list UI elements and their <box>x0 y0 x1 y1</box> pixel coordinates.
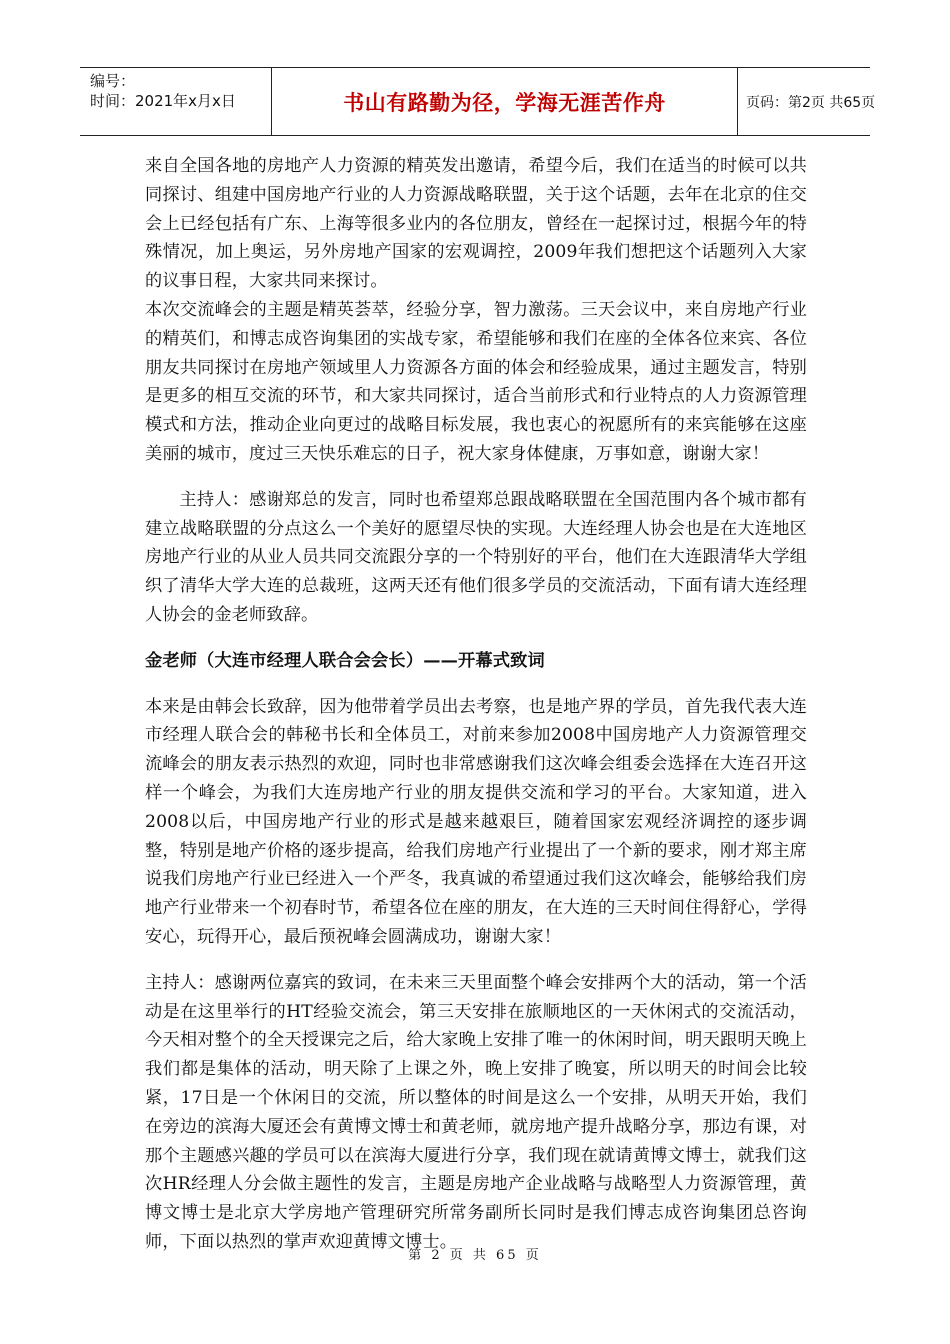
header-page-info: 页码：第2页 共65页 <box>746 94 876 111</box>
page-header <box>80 67 876 136</box>
paragraph-3: 主持人：感谢郑总的发言，同时也希望郑总跟战略联盟在全国范围内各个城市都有建立战略联盟的分点这么一个美好的愿望尽快的实现。大连经理人协会也是在大连地区房地产行业的从业人员共同交流跟分享的一个特别好的平台，他们在大连跟清华大学组织了清华大学大连的总裁班，这两天还有他们很多学员的交流活动，下面有请大连经理人协会的金老师致辞。 <box>145 489 807 625</box>
number-label: 编号： <box>90 72 136 90</box>
header-meta <box>80 68 272 135</box>
paragraph-4: 本来是由韩会长致辞，因为他带着学员出去考察，也是地产界的学员，首先我代表大连市经理人联合会的韩秘书长和全体员工，对前来参加2008中国房地产人力资源管理交流峰会的朋友表示热烈的欢迎，同时也非常感谢我们这次峰会组委会选择在大连召开这样一个峰会，为我们大连房地产行业的朋友提供交流和学习的平台。大家知道，进入2008以后，中国房地产行业的形式是越来越艰巨，随着国家宏观经济调控的逐步调整，特别是地产价格的逐步提高，给我们房地产行业提出了一个新的要求，刚才郑主席说我们房地产行业已经进入一个严冬，我真诚的希望通过我们这次峰会，能够给我们房地产行业带来一个初春时节，希望各位在座的朋友，在大连的三天时间住得舒心，学得安心，玩得开心，最后预祝峰会圆满成功，谢谢大家！ <box>145 696 807 947</box>
paragraph-2: 本次交流峰会的主题是精英荟萃，经验分享，智力激荡。三天会议中，来自房地产行业的精英们，和博志成咨询集团的实战专家，希望能够和我们在座的全体各位来宾、各位朋友共同探讨在房地产领域里人力资源各方面的体会和经验成果，通过主题发言，特别是更多的相互交流的环节，和大家共同探讨，适合当前形式和行业特点的人力资源管理模式和方法，推动企业向更过的战略目标发展，我也衷心的祝愿所有的来宾能够在这座美丽的城市，度过三天快乐难忘的日子，祝大家身体健康，万事如意，谢谢大家！ <box>145 299 807 464</box>
page-footer: 第 2 页 共 65 页 <box>408 1248 542 1263</box>
time-label: 时间：2021年x月x日 <box>90 92 236 110</box>
paragraph-1: 来自全国各地的房地产人力资源的精英发出邀请，希望今后，我们在适当的时候可以共同探讨、组建中国房地产行业的人力资源战略联盟，关于这个话题，去年在北京的住交会上已经包括有广东、上海等很多业内的各位朋友，曾经在一起探讨过，根据今年的特殊情况，加上奥运，另外房地产国家的宏观调控，2009年我们想把这个话题列入大家的议事日程，大家共同来探讨。 <box>145 156 807 292</box>
header-motto: 书山有路勤为径，学海无涯苦作舟 <box>272 68 738 135</box>
document-body <box>145 152 807 1257</box>
paragraph-5: 主持人：感谢两位嘉宾的致词，在未来三天里面整个峰会安排两个大的活动，第一个活动是在这里举行的HT经验交流会，第三天安排在旅顺地区的一天休闲式的交流活动，今天相对整个的全天授课完之后，给大家晚上安排了唯一的休闲时间，明天跟明天晚上我们都是集体的活动，明天除了上课之外，晚上安排了晚宴，所以明天的时间会比较紧，17日是一个休闲日的交流，所以整体的时间是这么一个安排，从明天开始，我们在旁边的滨海大厦还会有黄博文博士和黄老师，就房地产提升战略分享，那边有课，对那个主题感兴趣的学员可以在滨海大厦进行分享，我们现在就请黄博文博士，就我们这次HR经理人分会做主题性的发言，主题是房地产企业战略与战略型人力资源管理，黄博文博士是北京大学房地产管理研究所常务副所长同时是我们博志成咨询集团总咨询师，下面以热烈的掌声欢迎黄博文博士。 <box>145 972 807 1252</box>
section-heading: 金老师（大连市经理人联合会会长）——开幕式致词 <box>145 650 545 671</box>
